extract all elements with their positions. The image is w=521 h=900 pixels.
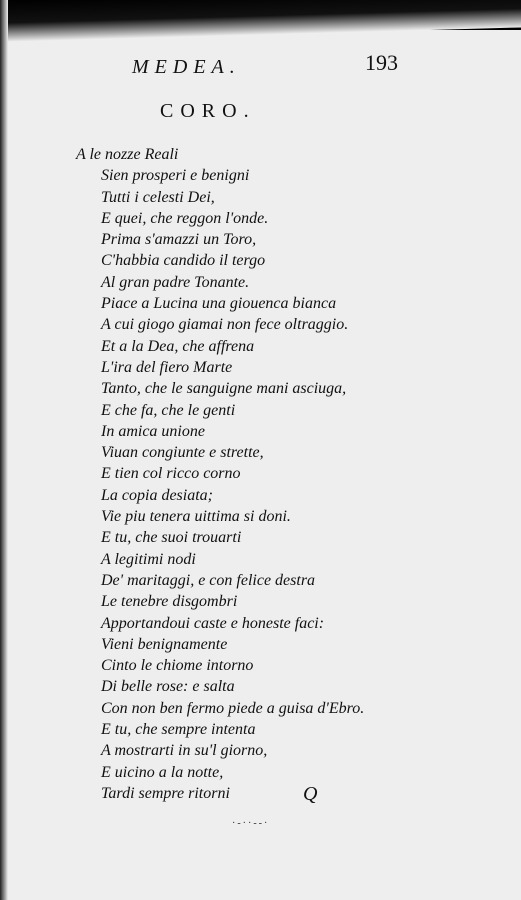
verse-line: E tu, che sempre intenta bbox=[101, 721, 256, 739]
verse-line: E che fa, che le genti bbox=[101, 401, 236, 419]
verse-line: Tardi sempre ritorni bbox=[101, 784, 230, 802]
verse-line: Al gran padre Tonante. bbox=[101, 273, 250, 291]
verse-line: Cinto le chiome intorno bbox=[101, 657, 254, 675]
verse-line: L'ira del fiero Marte bbox=[101, 358, 233, 376]
page-left-edge bbox=[0, 0, 8, 900]
verse-line: La copia desiata; bbox=[101, 486, 213, 504]
verse-line: In amica unione bbox=[101, 422, 205, 440]
verse-line: E tien col ricco corno bbox=[101, 465, 241, 483]
verse-line: A mostrarti in su'l giorno, bbox=[101, 742, 268, 760]
verse-block bbox=[76, 144, 364, 804]
verse-line: C'habbia candido il tergo bbox=[101, 252, 266, 270]
verse-line: Vie piu tenera uittima si doni. bbox=[101, 508, 291, 526]
page-number: 193 bbox=[365, 50, 398, 75]
verse-line: Viuan congiunte e strette, bbox=[101, 444, 264, 462]
verse-line: Sien prosperi e benigni bbox=[101, 167, 250, 185]
bottom-ornament: ·-··--· bbox=[232, 818, 270, 829]
verse-line: De' maritaggi, e con felice destra bbox=[101, 571, 316, 589]
verse-line: E uicino a la notte, bbox=[101, 763, 224, 781]
verse-line: Vieni benignamente bbox=[101, 635, 228, 653]
verse-line: Tutti i celesti Dei, bbox=[101, 188, 215, 206]
verse-line: E tu, che suoi trouarti bbox=[101, 529, 242, 547]
verse-line: Tanto, che le sanguigne mani asciuga, bbox=[101, 380, 347, 398]
page-top-edge bbox=[0, 0, 521, 42]
verse-line: A cui giogo giamai non fece oltraggio. bbox=[101, 316, 349, 334]
section-title: CORO. bbox=[160, 100, 256, 122]
verse-line: A le nozze Reali bbox=[76, 146, 179, 163]
verse-line: Piace a Lucina una giouenca bianca bbox=[101, 295, 337, 313]
verse-line: Prima s'amazzi un Toro, bbox=[101, 231, 257, 249]
verse-line: Le tenebre disgombri bbox=[101, 593, 238, 611]
verse-line: E quei, che reggon l'onde. bbox=[101, 209, 269, 227]
verse-line: Con non ben fermo piede a guisa d'Ebro. bbox=[101, 699, 365, 717]
running-header-title: MEDEA. bbox=[132, 56, 241, 78]
verse-line: Et a la Dea, che affrena bbox=[101, 337, 255, 355]
verse-line: Di belle rose: e salta bbox=[101, 678, 235, 696]
catchword: Q bbox=[303, 783, 318, 805]
verse-line: Apportandoui caste e honeste faci: bbox=[101, 614, 325, 632]
verse-line: A legitimi nodi bbox=[101, 550, 196, 568]
